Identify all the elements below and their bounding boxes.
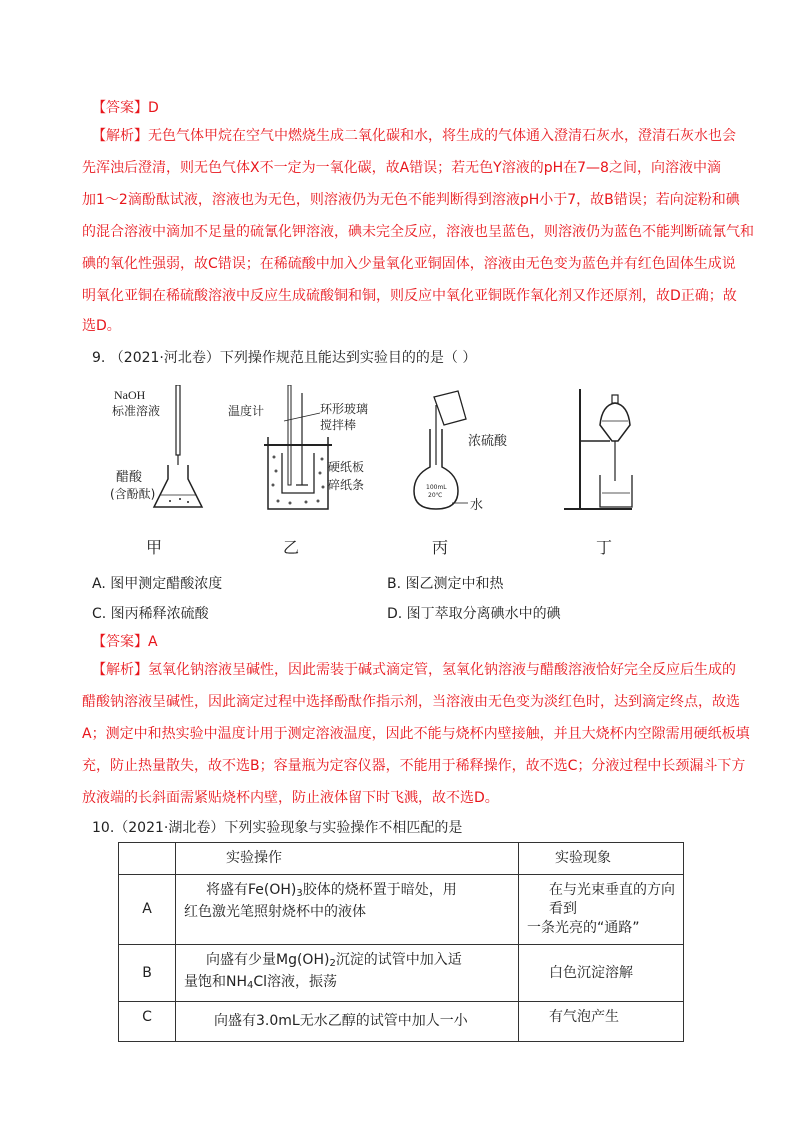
bing-label-temp: 20℃ (428, 492, 443, 499)
q9-analysis-line-4: 充，防止热量散失，故不选B；容量瓶为定容仪器，不能用于稀释操作，故不选C；分液过程中长颈漏斗下方 (82, 758, 746, 774)
yi-label-paper: 碎纸条 (328, 478, 365, 492)
figure-ding (560, 385, 660, 515)
row-phenomenon: 有气泡产生 (519, 1002, 684, 1042)
q8-analysis-line-1: 【解析】无色气体甲烷在空气中燃烧生成二氧化碳和水，将生成的气体通入澄清石灰水，澄清石灰水也会 (92, 128, 736, 144)
figure-yi-caption: 乙 (283, 538, 300, 557)
q9-option-a: A. 图甲测定醋酸浓度 (92, 576, 223, 592)
q8-analysis-line-2: 先浑浊后澄清，则无色气体X不一定为一氧化碳，故A错误；若无色Y溶液的pH在7—8之间，向溶液中滴 (82, 160, 721, 176)
q9-option-b: B. 图乙测定中和热 (387, 576, 504, 592)
q9-analysis-line-3: A；测定中和热实验中温度计用于测定溶液温度，因此不能与烧杯内壁接触，并且大烧杯内空隙需用硬纸板填 (82, 726, 750, 742)
q9-analysis-line-1: 【解析】氢氧化钠溶液呈碱性，因此需装于碱式滴定管，氢氧化钠溶液与醋酸溶液恰好完全反应后生成的 (92, 662, 736, 678)
header-phenomenon: 实验现象 (519, 843, 684, 875)
row-label: A (119, 875, 176, 945)
yi-label-board: 硬纸板 (328, 460, 365, 474)
table-header-row (119, 843, 684, 875)
q10-stem: 10.（2021·湖北卷）下列实验现象与实验操作不相匹配的是 (92, 820, 463, 836)
q9-answer: 【答案】A (92, 634, 158, 650)
figure-jia (110, 385, 220, 515)
jia-label-phenol: (含酚酞) (110, 487, 156, 501)
bing-label-acid: 浓硫酸 (468, 434, 508, 449)
jia-label-std: 标准溶液 (112, 404, 161, 418)
q9-option-d: D. 图丁萃取分离碘水中的碘 (387, 606, 561, 622)
figure-bing (408, 385, 528, 515)
bing-label-volume: 100mL (426, 484, 447, 491)
row-operation: 将盛有$Fe(OH)_3$胶体的烧杯置于暗处，用 红色激光笔照射烧杯中的液体 (176, 875, 519, 945)
q9-stem: 9. （2021·河北卷）下列操作规范且能达到实验目的的是（ ） (92, 350, 477, 366)
yi-label-thermo: 温度计 (228, 404, 265, 418)
row-operation: 向盛有少量$Mg(OH)_2$沉淀的试管中加入适 量饱和$NH_4Cl$溶液，振荡 (176, 945, 519, 1002)
q9-analysis-line-2: 醋酸钠溶液呈碱性，因此滴定过程中选择酚酞作指示剂，当溶液由无色变为淡红色时，达到滴定终点，故选 (82, 694, 740, 710)
q8-analysis-line-4: 的混合溶液中滴加不足量的硫氰化钾溶液，碘未完全反应，溶液也呈蓝色，则溶液仍为蓝色不能判断硫氰气和 (82, 224, 754, 240)
bing-label-water: 水 (470, 498, 484, 513)
q8-analysis-line-6: 明氧化亚铜在稀硫酸溶液中反应生成硫酸铜和铜，则反应中氧化亚铜既作氧化剂又作还原剂，故D正确；故 (82, 288, 737, 304)
row-phenomenon: 在与光束垂直的方向看到 一条光亮的“通路” (519, 875, 684, 945)
row-operation: 向盛有3.0mL无水乙醇的试管中加人一小 (176, 1002, 519, 1042)
header-operation: 实验操作 (176, 843, 519, 875)
q8-analysis-line-5: 碘的氧化性强弱，故C错误；在稀硫酸中加入少量氧化亚铜固体，溶液由无色变为蓝色并有红色固体生成说 (82, 256, 736, 272)
q8-analysis-line-3: 加1～2滴酚酞试液，溶液也为无色，则溶液仍为无色不能判断得到溶液pH小于7，故B错误；若向淀粉和碘 (82, 192, 740, 208)
figure-yi (228, 385, 378, 515)
yi-label-ring: 环形玻璃 (320, 402, 369, 416)
q9-option-c: C. 图丙稀释浓硫酸 (92, 606, 209, 622)
yi-label-stir: 搅拌棒 (320, 418, 357, 432)
figure-bing-caption: 丙 (432, 538, 449, 557)
figure-jia-caption: 甲 (146, 538, 163, 557)
q8-answer: 【答案】D (92, 100, 159, 116)
header-blank-cell (119, 843, 176, 875)
row-label: C (119, 1002, 176, 1042)
row-phenomenon: 白色沉淀溶解 (519, 945, 684, 1002)
q8-analysis-line-7: 选D。 (82, 318, 121, 334)
table-row (119, 1002, 684, 1042)
table-row (119, 875, 684, 945)
jia-label-naoh: NaOH (114, 388, 146, 402)
q10-table (118, 842, 684, 1042)
table-row (119, 945, 684, 1002)
jia-label-acid: 醋酸 (116, 470, 143, 485)
figure-ding-caption: 丁 (596, 538, 613, 557)
q9-analysis-line-5: 放液端的长斜面需紧贴烧杯内壁，防止液体留下时飞溅，故不选D。 (82, 790, 499, 806)
row-label: B (119, 945, 176, 1002)
